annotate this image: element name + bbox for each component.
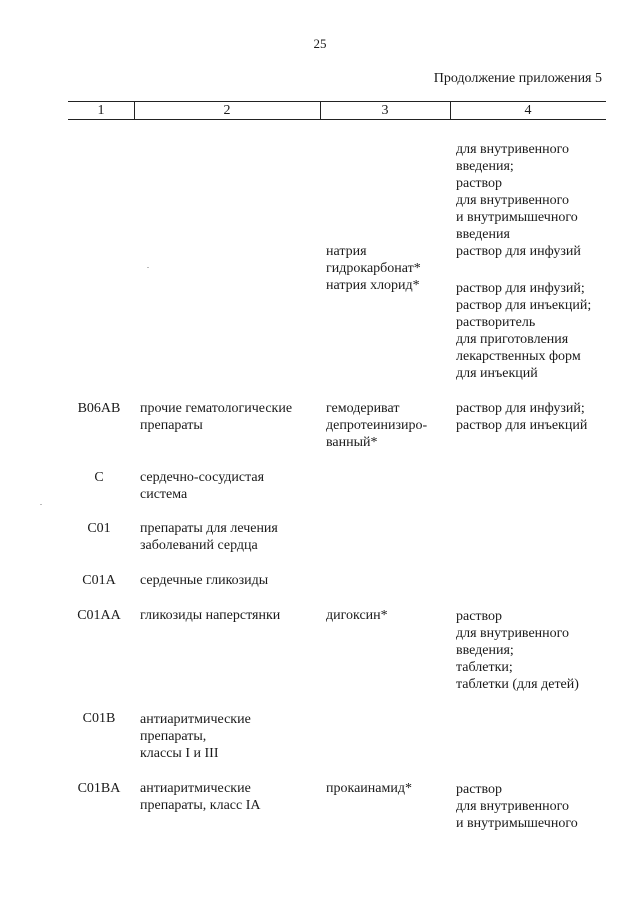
page-number: 25 bbox=[313, 36, 327, 51]
continuation-label: Продолжение приложения 5 bbox=[433, 71, 602, 86]
row-b06ab-name: прочие гематологические препараты bbox=[140, 401, 293, 433]
row-b06ab-drug: гемодериват депротеинизиро- ванный* bbox=[326, 401, 428, 450]
row-c01aa-form: раствор для внутривенного введения; таблетки; таблетки (для детей) bbox=[456, 609, 579, 692]
row-c01ba-code: C01BA bbox=[77, 781, 121, 796]
row-c01a-code: C01A bbox=[82, 573, 116, 588]
row-c01ba-name: антиаритмические препараты, класс IA bbox=[140, 781, 261, 813]
row-c-name: сердечно-сосудистая система bbox=[140, 470, 265, 502]
row-b06ab-form: раствор для инфузий; раствор для инъекций bbox=[456, 401, 588, 433]
row-c01b-code: C01B bbox=[82, 711, 116, 726]
row-c01aa-drug: дигоксин* bbox=[326, 608, 388, 623]
scan-speck bbox=[147, 267, 149, 268]
header-col-3: 3 bbox=[381, 103, 389, 118]
row-0-drugs: натрия гидрокарбонат* натрия хлорид* bbox=[326, 244, 421, 293]
row-c01-code: C01 bbox=[87, 521, 111, 536]
row-c01-name: препараты для лечения заболеваний сердца bbox=[140, 521, 278, 553]
row-c01aa-name: гликозиды наперстянки bbox=[140, 608, 281, 623]
table-header-bottom-border bbox=[68, 119, 606, 120]
row-c01aa-code: C01AA bbox=[77, 608, 121, 623]
row-c01a-name: сердечные гликозиды bbox=[140, 573, 269, 588]
row-c01b-name: антиаритмические препараты, классы I и III bbox=[140, 712, 251, 761]
row-0-form-2: раствор для инфузий; раствор для инъекций; растворитель для приготовления лекарственных форм для инъекций bbox=[456, 281, 592, 381]
row-c01ba-drug: прокаинамид* bbox=[326, 781, 412, 796]
row-b06ab-code: B06AB bbox=[77, 401, 121, 416]
header-col-4: 4 bbox=[524, 103, 532, 118]
scan-speck bbox=[40, 504, 42, 505]
header-col-2: 2 bbox=[223, 103, 231, 118]
row-0-form-1: для внутривенного введения; раствор для внутривенного и внутримышечного введения раствор для инфузий bbox=[456, 142, 581, 259]
header-col-1: 1 bbox=[97, 103, 105, 118]
table-header-row bbox=[68, 101, 606, 119]
row-c-code: C bbox=[94, 470, 104, 485]
row-c01ba-form: раствор для внутривенного и внутримышечного bbox=[456, 782, 578, 831]
